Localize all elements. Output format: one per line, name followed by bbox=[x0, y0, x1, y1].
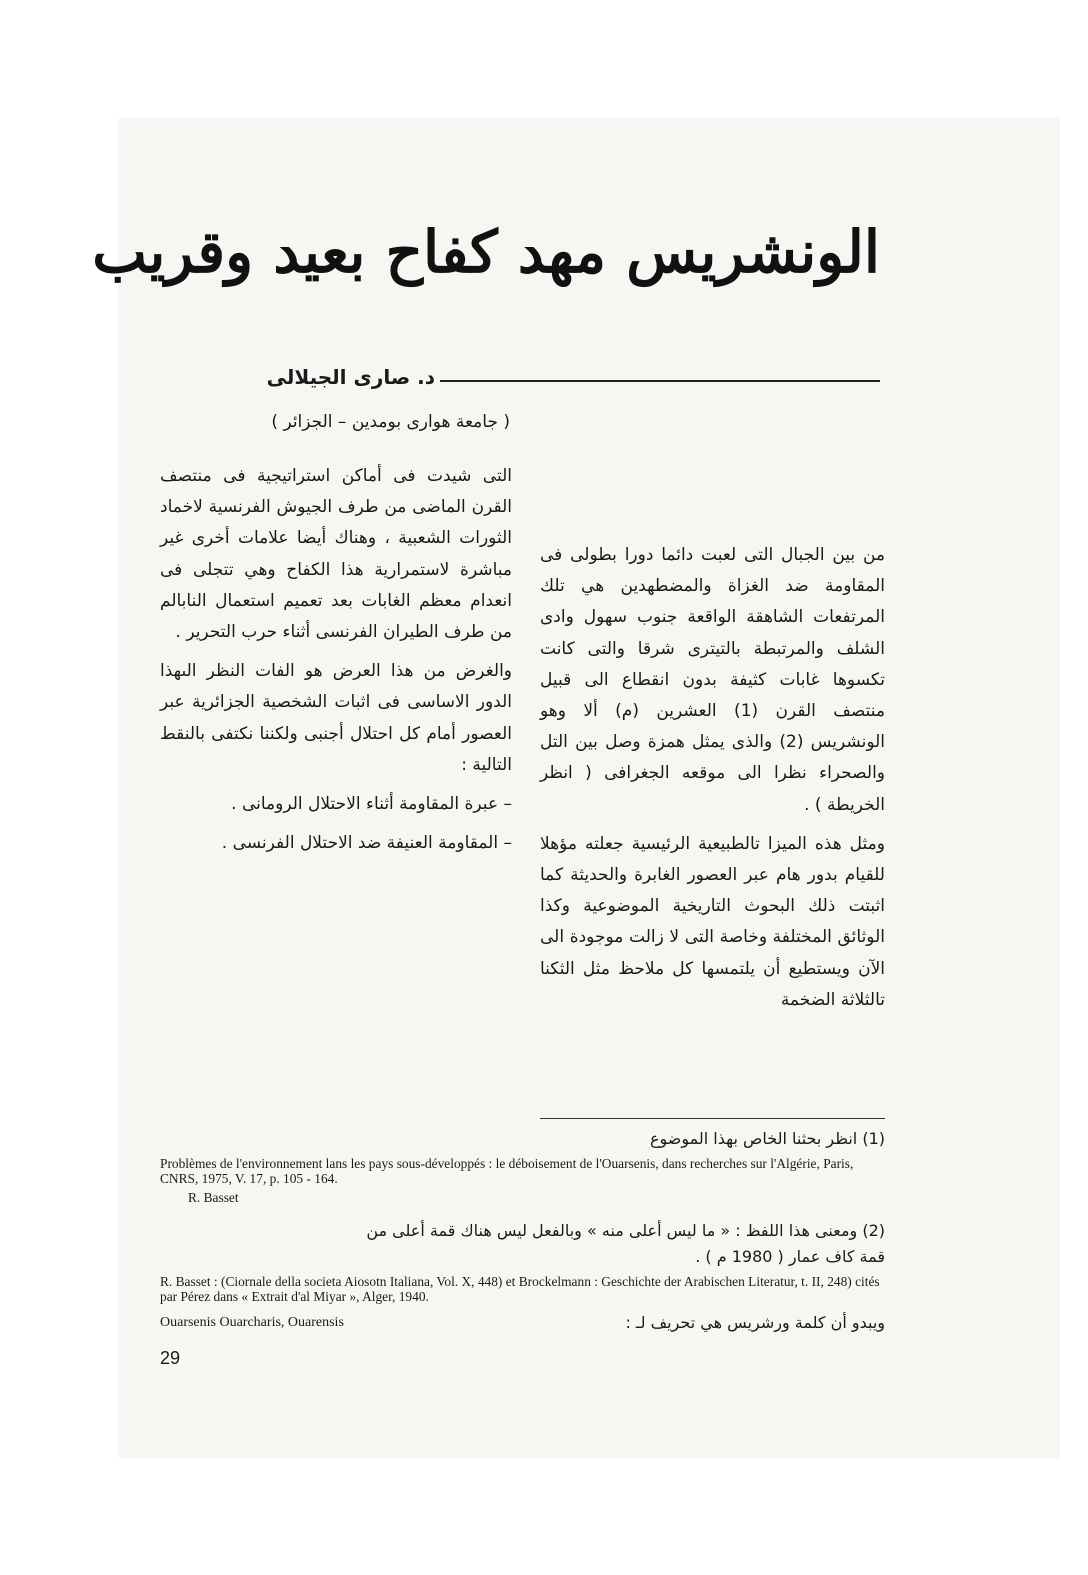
paragraph: من بين الجبال التى لعبت دائما دورا بطولى فى المقاومة ضد الغزاة والمضطهدين هي تلك المرتفعات الشاهقة الواقعة جنوب سهول وادى الشلف والمرتبطة بالتيترى شرقا والتى كانت تكسوها غابات كثيفة بدون انقطاع الى قبيل منتصف القرن (1) العشرين (م) ألا وهو الونشريس (2) والذى يمثل همزة وصل بين التل والصحراء نظرا الى موقعه الجغرافى ( انظر الخريطة ) . bbox=[540, 545, 886, 815]
footnote-2-arabic-line-2: قمة كاف عمار ( 1980 م ) . bbox=[695, 1247, 885, 1266]
text-column-right bbox=[540, 540, 885, 1016]
footnote-3-terms: Ouarsenis Ouarcharis, Ouarensis bbox=[160, 1315, 344, 1330]
paragraph: التى شيدت فى أماكن استراتيجية فى منتصف القرن الماضى من طرف الجيوش الفرنسية لاخماد الثورات الشعبية ، وهناك أيضا علامات أخرى غير مباشرة لاستمرارية هذا الكفاح وهي تتجلى فى انعدام معظم الغابات بعد تعميم استعمال النابالم من طرف الطيران الفرنسى أثناء حرب التحرير . bbox=[160, 466, 512, 643]
author-affiliation: ( جامعة هوارى بومدين – الجزائر ) bbox=[271, 412, 510, 432]
paragraph: والغرض من هذا العرض هو الفات النظر الىهذا الدور الاساسى فى اثبات الشخصية الجزائرية عبر العصور أمام كل احتلال أجنبى ولكننا نكتفى بالنقط التالية : bbox=[160, 661, 512, 775]
footnote-3 bbox=[160, 1310, 885, 1336]
author-name: د. صارى الجيلالى bbox=[266, 365, 435, 389]
page-number: 29 bbox=[160, 1348, 181, 1368]
text-column-left bbox=[160, 461, 512, 859]
footnote-1-author: R. Basset bbox=[188, 1190, 239, 1205]
footnote-1-reference: Problèmes de l'environnement lans les pays sous-développés : le déboisement de l'Ouarsenis, dans recherches sur l'Algérie, Paris, CNRS, 1975, V. 17, p. 105 - 164. bbox=[160, 1156, 854, 1186]
list-item: – المقاومة العنيفة ضد الاحتلال الفرنسى . bbox=[221, 833, 512, 854]
footnote-1-arabic: (1) انظر بحثنا الخاص بهذا الموضوع bbox=[649, 1129, 885, 1148]
footnote-rule bbox=[540, 1118, 885, 1119]
article-title: الونشريس مهد كفاح بعيد وقريب bbox=[92, 218, 880, 286]
footnote-3-arabic: ويبدو أن كلمة ورشريس هي تحريف لـ : bbox=[625, 1313, 885, 1332]
footnote-2-arabic-line-1: (2) ومعنى هذا اللفظ : « ما ليس أعلى منه » وبالفعل ليس هناك قمة أعلى من bbox=[366, 1221, 885, 1240]
paragraph: ومثل هذه الميزا تالطبيعية الرئيسية جعلته مؤهلا للقيام بدور هام عبر العصور الغابرة والحديثة كما اثبتت ذلك البحوث التاريخية الموضوعية وكذا الوثائق المختلفة وخاصة التى لا زالت موجودة الى الآن ويستطيع أن يلتمسها كل ملاحظ مثل الثكنا تالثلاثة الضخمة bbox=[540, 833, 885, 1010]
footnote-2-reference: R. Basset : (Ciornale della societa Aiosotn Italiana, Vol. X, 448) et Brockelmann : Geschichte der Arabischen Literatur, t. II, 248) cités par Pérez dans « Extrait d'al Miyar », Alger, 1940. bbox=[160, 1274, 880, 1304]
author-rule bbox=[440, 380, 880, 382]
list-item: – عبرة المقاومة أثناء الاحتلال الرومانى . bbox=[231, 794, 512, 815]
